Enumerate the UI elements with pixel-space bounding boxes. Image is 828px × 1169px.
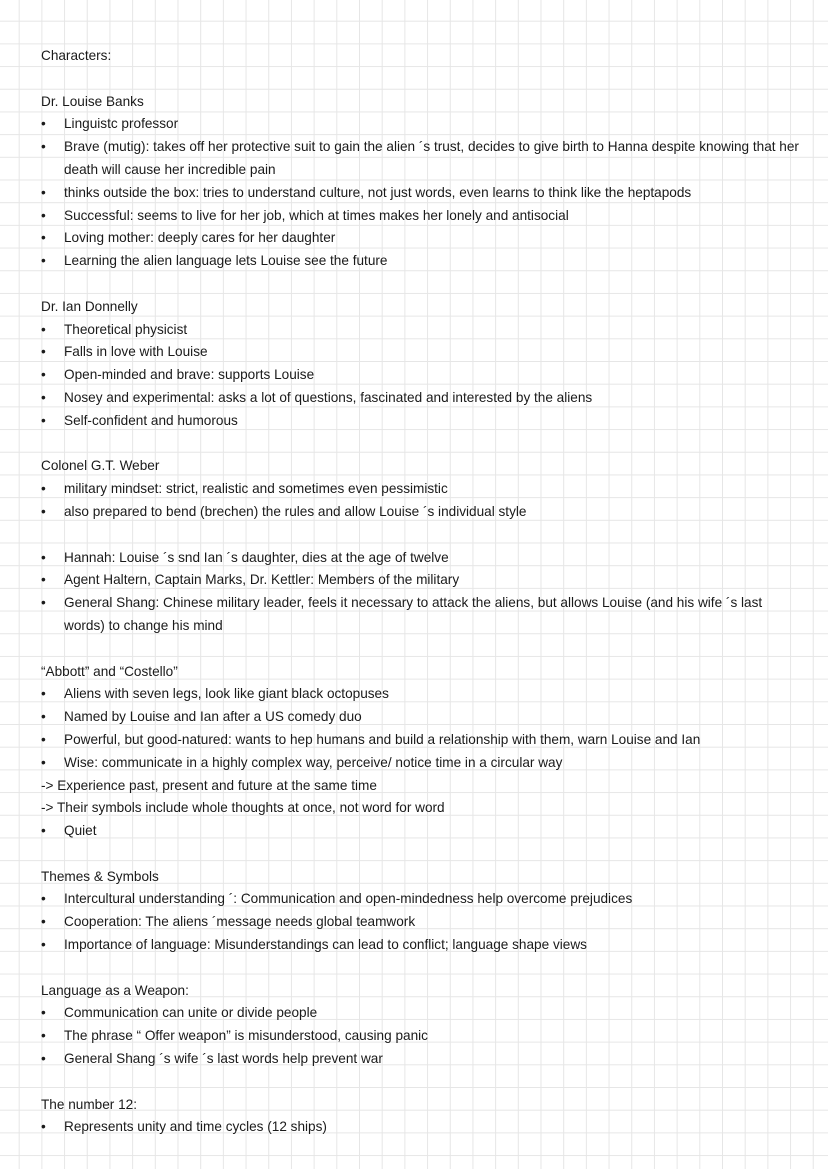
bullet-dot-icon: • (41, 207, 46, 223)
bullet-item (41, 113, 801, 136)
bullet-dot-icon: • (41, 253, 46, 269)
bullet-text: Communication can unite or divide people (64, 1005, 318, 1021)
bullet-text: Powerful, but good-natured: wants to hep humans and build a relationship with them, warn Louise and Ian (64, 731, 701, 747)
section-title: “Abbott” and “Costello” (41, 663, 178, 679)
section-spacer (41, 1071, 801, 1094)
bullet-text: Hannah: Louise ´s snd Ian ´s daughter, dies at the age of twelve (64, 549, 449, 565)
section-spacer (41, 68, 801, 91)
bullet-text: Self-confident and humorous (64, 412, 238, 428)
section-spacer (41, 524, 801, 547)
bullet-dot-icon: • (41, 367, 46, 383)
bullet-item (41, 182, 801, 205)
bullet-dot-icon: • (41, 344, 46, 360)
section-block (41, 296, 801, 433)
bullet-item (41, 205, 801, 228)
section-title: The number 12: (41, 1096, 137, 1112)
bullet-dot-icon: • (41, 321, 46, 337)
section-spacer (41, 638, 801, 661)
bullet-text: Named by Louise and Ian after a US comedy duo (64, 709, 362, 725)
bullet-text: also prepared to bend (brechen) the rules and allow Louise ´s individual style (64, 503, 527, 519)
bullet-dot-icon: • (41, 731, 46, 747)
section-title: Language as a Weapon: (41, 982, 189, 998)
bullet-item (41, 729, 801, 752)
bullet-dot-icon: • (41, 139, 46, 155)
bullet-text: military mindset: strict, realistic and sometimes even pessimistic (64, 481, 448, 497)
section-block (41, 91, 801, 273)
bullet-text: Importance of language: Misunderstandings can lead to conflict; language shape views (64, 937, 587, 953)
bullet-text: thinks outside the box: tries to understand culture, not just words, even learns to think like the heptapods (64, 184, 692, 200)
bullet-text: The phrase “ Offer weapon” is misunderstood, causing panic (64, 1028, 428, 1044)
section-block (41, 547, 801, 638)
bullet-dot-icon: • (41, 412, 46, 428)
bullet-item (41, 501, 801, 524)
bullet-item (41, 1048, 801, 1071)
page-heading: Characters: (41, 48, 112, 63)
bullet-text: Theoretical physicist (64, 321, 188, 337)
bullet-text: Cooperation: The aliens ´message needs global teamwork (64, 914, 416, 930)
bullet-item (41, 250, 801, 273)
bullet-dot-icon: • (41, 823, 46, 839)
section-block (41, 455, 801, 523)
bullet-item (41, 387, 801, 410)
section-spacer (41, 433, 801, 456)
arrow-note: -> Experience past, present and future at the same time (41, 777, 377, 793)
bullet-text: Linguistc professor (64, 116, 179, 132)
document-body (41, 45, 801, 1139)
bullet-item (41, 319, 801, 342)
bullet-item (41, 683, 801, 706)
bullet-dot-icon: • (41, 1051, 46, 1067)
section-title: Themes & Symbols (41, 868, 159, 884)
bullet-dot-icon: • (41, 184, 46, 200)
bullet-item (41, 341, 801, 364)
section-title: Colonel G.T. Weber (41, 458, 160, 474)
bullet-dot-icon: • (41, 116, 46, 132)
bullet-dot-icon: • (41, 914, 46, 930)
bullet-item (41, 934, 801, 957)
bullet-text: Wise: communicate in a highly complex way, perceive/ notice time in a circular way (64, 754, 563, 770)
section-title: Dr. Ian Donnelly (41, 298, 138, 314)
bullet-item (41, 136, 801, 182)
bullet-item (41, 888, 801, 911)
bullet-dot-icon: • (41, 230, 46, 246)
bullet-item (41, 592, 801, 638)
section-block (41, 866, 801, 957)
bullet-text: Nosey and experimental: asks a lot of questions, fascinated and interested by the aliens (64, 389, 593, 405)
bullet-dot-icon: • (41, 754, 46, 770)
section-spacer (41, 273, 801, 296)
bullet-text: General Shang ´s wife ´s last words help prevent war (64, 1051, 383, 1067)
bullet-dot-icon: • (41, 1005, 46, 1021)
bullet-item (41, 1002, 801, 1025)
bullet-text: Loving mother: deeply cares for her daughter (64, 230, 336, 246)
bullet-dot-icon: • (41, 709, 46, 725)
bullet-text: Aliens with seven legs, look like giant black octopuses (64, 686, 389, 702)
bullet-text: Open-minded and brave: supports Louise (64, 367, 315, 383)
section-title: Dr. Louise Banks (41, 93, 144, 109)
bullet-item (41, 752, 801, 775)
bullet-text: Learning the alien language lets Louise see the future (64, 253, 388, 269)
bullet-item (41, 820, 801, 843)
bullet-text: Successful: seems to live for her job, which at times makes her lonely and antisocial (64, 207, 569, 223)
section-block (41, 1094, 801, 1140)
bullet-dot-icon: • (41, 481, 46, 497)
bullet-text: Brave (mutig): takes off her protective suit to gain the alien ´s trust, decides to give birth to Hanna despite knowing that her death will cause her incredible pain (64, 139, 799, 177)
bullet-item (41, 547, 801, 570)
bullet-text: Represents unity and time cycles (12 ships) (64, 1119, 327, 1135)
bullet-text: Intercultural understanding ´: Communication and open-mindedness help overcome prejudices (64, 891, 633, 907)
bullet-dot-icon: • (41, 595, 46, 611)
arrow-note: -> Their symbols include whole thoughts at once, not word for word (41, 800, 445, 816)
bullet-text: Falls in love with Louise (64, 344, 208, 360)
bullet-dot-icon: • (41, 503, 46, 519)
bullet-item (41, 1025, 801, 1048)
bullet-item (41, 364, 801, 387)
bullet-dot-icon: • (41, 1028, 46, 1044)
bullet-item (41, 569, 801, 592)
bullet-item (41, 227, 801, 250)
bullet-dot-icon: • (41, 389, 46, 405)
bullet-item (41, 706, 801, 729)
section-spacer (41, 843, 801, 866)
bullet-text: General Shang: Chinese military leader, feels it necessary to attack the aliens, but allows Louise (and his wife ´s last words) to change his mind (64, 595, 763, 633)
bullet-dot-icon: • (41, 1119, 46, 1135)
bullet-dot-icon: • (41, 686, 46, 702)
bullet-dot-icon: • (41, 891, 46, 907)
bullet-dot-icon: • (41, 937, 46, 953)
bullet-item (41, 410, 801, 433)
bullet-text: Agent Haltern, Captain Marks, Dr. Kettler: Members of the military (64, 572, 460, 588)
bullet-item (41, 478, 801, 501)
bullet-item (41, 1116, 801, 1139)
section-block (41, 661, 801, 843)
section-spacer (41, 957, 801, 980)
bullet-text: Quiet (64, 823, 97, 839)
bullet-item (41, 911, 801, 934)
bullet-dot-icon: • (41, 572, 46, 588)
section-block (41, 980, 801, 1071)
bullet-dot-icon: • (41, 549, 46, 565)
